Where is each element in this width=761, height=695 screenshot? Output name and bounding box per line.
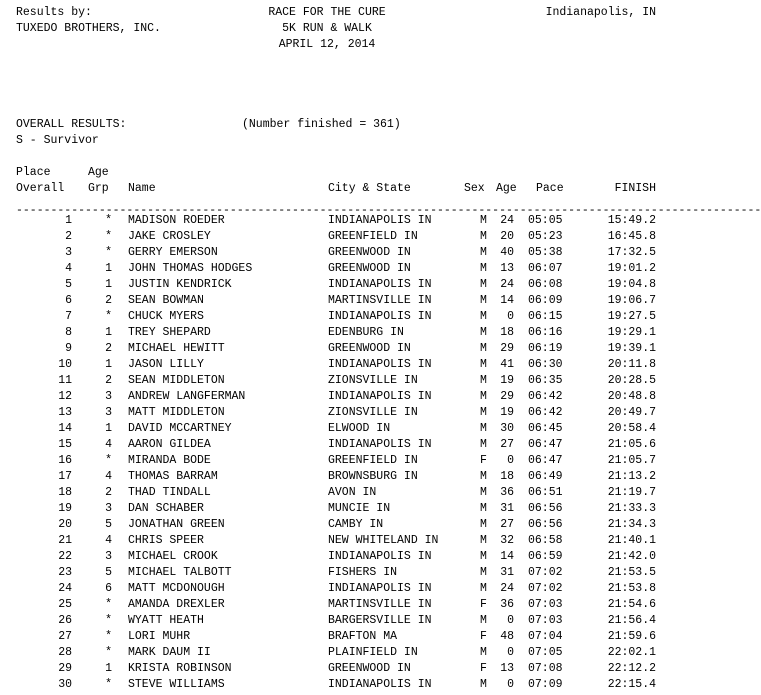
- result-age-group: 1: [105, 358, 112, 371]
- result-place: 2: [65, 230, 72, 243]
- result-sex: M: [480, 678, 487, 691]
- result-age-group: *: [105, 310, 112, 323]
- result-age-group: 4: [105, 534, 112, 547]
- result-pace: 07:09: [528, 678, 563, 691]
- result-name: ANDREW LANGFERMAN: [128, 390, 246, 403]
- race-title: RACE FOR THE CURE: [268, 6, 386, 19]
- table-row: [0, 613, 693, 629]
- result-pace: 06:30: [528, 358, 563, 371]
- result-name: MADISON ROEDER: [128, 214, 225, 227]
- result-place: 20: [58, 518, 72, 531]
- race-date: APRIL 12, 2014: [278, 38, 376, 51]
- result-name: JONATHAN GREEN: [128, 518, 225, 531]
- result-name: AARON GILDEA: [128, 438, 211, 451]
- result-age: 41: [500, 358, 514, 371]
- result-name: CHRIS SPEER: [128, 534, 204, 547]
- result-city-state: INDIANAPOLIS IN: [328, 358, 432, 371]
- result-age-group: 2: [105, 342, 112, 355]
- result-name: DAVID MCCARTNEY: [128, 422, 232, 435]
- result-age-group: *: [105, 614, 112, 627]
- result-city-state: INDIANAPOLIS IN: [328, 678, 432, 691]
- result-pace: 06:42: [528, 406, 563, 419]
- result-city-state: FISHERS IN: [328, 566, 398, 579]
- result-name: MICHAEL TALBOTT: [128, 566, 232, 579]
- result-name: MARK DAUM II: [128, 646, 211, 659]
- table-row: [0, 293, 693, 309]
- result-finish: 21:05.7: [607, 454, 656, 467]
- result-pace: 05:38: [528, 246, 563, 259]
- result-pace: 06:42: [528, 390, 563, 403]
- result-sex: M: [480, 518, 487, 531]
- result-name: WYATT HEATH: [128, 614, 204, 627]
- result-name: THAD TINDALL: [128, 486, 211, 499]
- result-pace: 06:58: [528, 534, 563, 547]
- table-row: [0, 645, 693, 661]
- result-name: MATT MCDONOUGH: [128, 582, 225, 595]
- result-finish: 19:29.1: [607, 326, 656, 339]
- result-sex: M: [480, 230, 487, 243]
- header-rule: ------------------------------------------------------------------------------------------------------------: [16, 204, 761, 217]
- result-sex: M: [480, 406, 487, 419]
- col-sex: Sex: [464, 182, 485, 195]
- result-finish: 21:53.8: [607, 582, 656, 595]
- result-city-state: BROWNSBURG IN: [328, 470, 418, 483]
- result-age-group: 2: [105, 294, 112, 307]
- result-age: 0: [507, 614, 514, 627]
- result-sex: M: [480, 358, 487, 371]
- result-place: 23: [58, 566, 72, 579]
- result-pace: 07:04: [528, 630, 563, 643]
- table-row: [0, 485, 693, 501]
- result-age-group: 4: [105, 470, 112, 483]
- result-sex: M: [480, 278, 487, 291]
- result-finish: 19:06.7: [607, 294, 656, 307]
- result-name: SEAN BOWMAN: [128, 294, 204, 307]
- result-finish: 20:11.8: [607, 358, 656, 371]
- result-city-state: EDENBURG IN: [328, 326, 404, 339]
- result-finish: 21:34.3: [607, 518, 656, 531]
- table-row: [0, 501, 693, 517]
- number-finished: (Number finished = 361): [242, 118, 401, 131]
- col-finish: FINISH: [614, 182, 656, 195]
- result-pace: 05:05: [528, 214, 563, 227]
- result-sex: F: [480, 598, 487, 611]
- result-name: CHUCK MYERS: [128, 310, 204, 323]
- result-age-group: *: [105, 214, 112, 227]
- result-sex: M: [480, 550, 487, 563]
- result-finish: 21:13.2: [607, 470, 656, 483]
- col-age-top: Age: [88, 166, 109, 179]
- result-finish: 20:58.4: [607, 422, 656, 435]
- result-place: 18: [58, 486, 72, 499]
- result-city-state: ELWOOD IN: [328, 422, 391, 435]
- survivor-legend: S - Survivor: [16, 134, 99, 147]
- result-sex: M: [480, 486, 487, 499]
- result-sex: M: [480, 214, 487, 227]
- result-name: MIRANDA BODE: [128, 454, 211, 467]
- result-city-state: CAMBY IN: [328, 518, 384, 531]
- table-row: [0, 661, 693, 677]
- result-age-group: 1: [105, 262, 112, 275]
- result-pace: 07:03: [528, 614, 563, 627]
- result-pace: 06:51: [528, 486, 563, 499]
- result-pace: 06:08: [528, 278, 563, 291]
- result-name: JAKE CROSLEY: [128, 230, 211, 243]
- result-sex: M: [480, 262, 487, 275]
- result-finish: 22:15.4: [607, 678, 656, 691]
- result-place: 22: [58, 550, 72, 563]
- result-finish: 17:32.5: [607, 246, 656, 259]
- result-finish: 21:40.1: [607, 534, 656, 547]
- result-age: 19: [500, 374, 514, 387]
- result-finish: 22:12.2: [607, 662, 656, 675]
- col-city-state: City & State: [328, 182, 411, 195]
- col-age: Age: [496, 182, 517, 195]
- col-place-top: Place: [16, 166, 51, 179]
- result-age: 36: [500, 598, 514, 611]
- result-age: 29: [500, 342, 514, 355]
- result-age-group: 5: [105, 566, 112, 579]
- race-subtitle: 5K RUN & WALK: [282, 22, 372, 35]
- result-age-group: *: [105, 246, 112, 259]
- table-row: [0, 213, 693, 229]
- result-name: MICHAEL CROOK: [128, 550, 218, 563]
- result-sex: M: [480, 470, 487, 483]
- result-sex: M: [480, 438, 487, 451]
- result-sex: F: [480, 630, 487, 643]
- result-place: 10: [58, 358, 72, 371]
- result-place: 29: [58, 662, 72, 675]
- result-age-group: 5: [105, 518, 112, 531]
- table-row: [0, 421, 693, 437]
- result-age: 27: [500, 438, 514, 451]
- result-city-state: INDIANAPOLIS IN: [328, 214, 432, 227]
- result-city-state: GREENWOOD IN: [328, 262, 411, 275]
- result-place: 30: [58, 678, 72, 691]
- table-row: [0, 517, 693, 533]
- result-city-state: INDIANAPOLIS IN: [328, 438, 432, 451]
- result-city-state: INDIANAPOLIS IN: [328, 310, 432, 323]
- result-age: 20: [500, 230, 514, 243]
- result-name: LORI MUHR: [128, 630, 191, 643]
- result-place: 4: [65, 262, 72, 275]
- result-city-state: NEW WHITELAND IN: [328, 534, 439, 547]
- table-row: [0, 597, 693, 613]
- result-place: 13: [58, 406, 72, 419]
- result-pace: 07:05: [528, 646, 563, 659]
- table-row: [0, 309, 693, 325]
- result-age-group: *: [105, 598, 112, 611]
- result-pace: 06:47: [528, 454, 563, 467]
- result-age: 0: [507, 646, 514, 659]
- result-name: GERRY EMERSON: [128, 246, 218, 259]
- result-age: 48: [500, 630, 514, 643]
- result-place: 1: [65, 214, 72, 227]
- result-sex: F: [480, 454, 487, 467]
- result-place: 21: [58, 534, 72, 547]
- result-city-state: INDIANAPOLIS IN: [328, 278, 432, 291]
- result-place: 17: [58, 470, 72, 483]
- result-age-group: *: [105, 646, 112, 659]
- result-pace: 06:59: [528, 550, 563, 563]
- result-age: 31: [500, 566, 514, 579]
- result-finish: 21:56.4: [607, 614, 656, 627]
- result-age: 0: [507, 678, 514, 691]
- result-city-state: GREENWOOD IN: [328, 246, 411, 259]
- result-age-group: 2: [105, 374, 112, 387]
- result-age: 14: [500, 294, 514, 307]
- result-finish: 20:49.7: [607, 406, 656, 419]
- result-finish: 21:42.0: [607, 550, 656, 563]
- result-age-group: *: [105, 454, 112, 467]
- result-finish: 21:54.6: [607, 598, 656, 611]
- result-place: 25: [58, 598, 72, 611]
- table-row: [0, 357, 693, 373]
- result-pace: 06:19: [528, 342, 563, 355]
- table-row: [0, 389, 693, 405]
- result-sex: M: [480, 566, 487, 579]
- table-row: [0, 373, 693, 389]
- result-finish: 20:48.8: [607, 390, 656, 403]
- result-city-state: MARTINSVILLE IN: [328, 294, 432, 307]
- table-row: [0, 277, 693, 293]
- result-sex: M: [480, 422, 487, 435]
- result-finish: 20:28.5: [607, 374, 656, 387]
- result-finish: 21:33.3: [607, 502, 656, 515]
- result-age: 18: [500, 326, 514, 339]
- result-sex: F: [480, 662, 487, 675]
- result-age-group: 6: [105, 582, 112, 595]
- result-age-group: 1: [105, 422, 112, 435]
- result-name: MATT MIDDLETON: [128, 406, 225, 419]
- timing-company: TUXEDO BROTHERS, INC.: [16, 22, 161, 35]
- result-age-group: 3: [105, 390, 112, 403]
- result-pace: 06:45: [528, 422, 563, 435]
- result-place: 28: [58, 646, 72, 659]
- result-pace: 06:35: [528, 374, 563, 387]
- overall-results-title: OVERALL RESULTS:: [16, 118, 127, 131]
- result-city-state: INDIANAPOLIS IN: [328, 390, 432, 403]
- result-place: 8: [65, 326, 72, 339]
- result-place: 6: [65, 294, 72, 307]
- result-city-state: BARGERSVILLE IN: [328, 614, 432, 627]
- result-city-state: GREENFIELD IN: [328, 454, 418, 467]
- result-city-state: INDIANAPOLIS IN: [328, 582, 432, 595]
- result-pace: 07:02: [528, 582, 563, 595]
- result-age-group: 3: [105, 550, 112, 563]
- result-age: 13: [500, 662, 514, 675]
- table-row: [0, 629, 693, 645]
- result-finish: 19:04.8: [607, 278, 656, 291]
- result-pace: 05:23: [528, 230, 563, 243]
- result-sex: M: [480, 342, 487, 355]
- result-name: THOMAS BARRAM: [128, 470, 218, 483]
- result-sex: M: [480, 390, 487, 403]
- result-place: 5: [65, 278, 72, 291]
- table-row: [0, 325, 693, 341]
- result-age-group: 2: [105, 486, 112, 499]
- race-location: Indianapolis, IN: [545, 6, 656, 19]
- result-sex: M: [480, 326, 487, 339]
- col-pace: Pace: [536, 182, 564, 195]
- result-name: KRISTA ROBINSON: [128, 662, 232, 675]
- result-place: 7: [65, 310, 72, 323]
- result-sex: M: [480, 374, 487, 387]
- result-name: STEVE WILLIAMS: [128, 678, 225, 691]
- result-city-state: AVON IN: [328, 486, 377, 499]
- result-sex: M: [480, 614, 487, 627]
- result-age: 19: [500, 406, 514, 419]
- result-sex: M: [480, 310, 487, 323]
- result-name: MICHAEL HEWITT: [128, 342, 225, 355]
- table-row: [0, 405, 693, 421]
- result-finish: 15:49.2: [607, 214, 656, 227]
- results-by-label: Results by:: [16, 6, 92, 19]
- result-age-group: *: [105, 230, 112, 243]
- col-name: Name: [128, 182, 156, 195]
- result-pace: 06:56: [528, 502, 563, 515]
- table-row: [0, 453, 693, 469]
- table-row: [0, 245, 693, 261]
- result-age-group: 3: [105, 406, 112, 419]
- result-age: 29: [500, 390, 514, 403]
- result-sex: M: [480, 582, 487, 595]
- result-age: 31: [500, 502, 514, 515]
- result-finish: 19:39.1: [607, 342, 656, 355]
- result-finish: 19:01.2: [607, 262, 656, 275]
- result-pace: 06:16: [528, 326, 563, 339]
- result-age-group: 3: [105, 502, 112, 515]
- result-finish: 21:19.7: [607, 486, 656, 499]
- col-grp-bottom: Grp: [88, 182, 109, 195]
- result-age-group: *: [105, 678, 112, 691]
- result-age: 32: [500, 534, 514, 547]
- result-city-state: PLAINFIELD IN: [328, 646, 418, 659]
- result-city-state: ZIONSVILLE IN: [328, 406, 418, 419]
- result-city-state: MUNCIE IN: [328, 502, 391, 515]
- result-finish: 19:27.5: [607, 310, 656, 323]
- result-place: 9: [65, 342, 72, 355]
- result-pace: 06:49: [528, 470, 563, 483]
- result-city-state: GREENFIELD IN: [328, 230, 418, 243]
- result-age: 24: [500, 582, 514, 595]
- result-finish: 21:05.6: [607, 438, 656, 451]
- result-finish: 21:53.5: [607, 566, 656, 579]
- table-row: [0, 533, 693, 549]
- result-age: 0: [507, 454, 514, 467]
- result-finish: 22:02.1: [607, 646, 656, 659]
- result-finish: 21:59.6: [607, 630, 656, 643]
- table-row: [0, 469, 693, 485]
- result-place: 14: [58, 422, 72, 435]
- result-age: 18: [500, 470, 514, 483]
- result-city-state: ZIONSVILLE IN: [328, 374, 418, 387]
- result-place: 16: [58, 454, 72, 467]
- result-age: 30: [500, 422, 514, 435]
- result-pace: 06:56: [528, 518, 563, 531]
- result-city-state: GREENWOOD IN: [328, 662, 411, 675]
- result-place: 12: [58, 390, 72, 403]
- result-age: 24: [500, 214, 514, 227]
- result-city-state: BRAFTON MA: [328, 630, 398, 643]
- result-name: JOHN THOMAS HODGES: [128, 262, 253, 275]
- result-place: 27: [58, 630, 72, 643]
- result-sex: M: [480, 294, 487, 307]
- result-place: 24: [58, 582, 72, 595]
- result-name: AMANDA DREXLER: [128, 598, 225, 611]
- result-sex: M: [480, 646, 487, 659]
- result-age: 40: [500, 246, 514, 259]
- result-age-group: 1: [105, 278, 112, 291]
- result-city-state: MARTINSVILLE IN: [328, 598, 432, 611]
- result-place: 19: [58, 502, 72, 515]
- table-row: [0, 341, 693, 357]
- result-age: 0: [507, 310, 514, 323]
- result-pace: 06:15: [528, 310, 563, 323]
- table-row: [0, 437, 693, 453]
- result-age: 36: [500, 486, 514, 499]
- result-sex: M: [480, 246, 487, 259]
- result-name: JASON LILLY: [128, 358, 204, 371]
- result-pace: 07:03: [528, 598, 563, 611]
- result-place: 15: [58, 438, 72, 451]
- table-row: [0, 581, 693, 597]
- result-name: DAN SCHABER: [128, 502, 204, 515]
- result-age-group: 4: [105, 438, 112, 451]
- result-city-state: INDIANAPOLIS IN: [328, 550, 432, 563]
- table-row: [0, 565, 693, 581]
- result-place: 11: [58, 374, 72, 387]
- result-name: SEAN MIDDLETON: [128, 374, 225, 387]
- result-place: 3: [65, 246, 72, 259]
- result-age: 24: [500, 278, 514, 291]
- result-name: JUSTIN KENDRICK: [128, 278, 232, 291]
- result-pace: 06:09: [528, 294, 563, 307]
- table-row: [0, 261, 693, 277]
- result-sex: M: [480, 534, 487, 547]
- table-row: [0, 549, 693, 565]
- result-age: 27: [500, 518, 514, 531]
- result-age: 13: [500, 262, 514, 275]
- result-sex: M: [480, 502, 487, 515]
- result-finish: 16:45.8: [607, 230, 656, 243]
- result-place: 26: [58, 614, 72, 627]
- result-pace: 06:47: [528, 438, 563, 451]
- result-city-state: GREENWOOD IN: [328, 342, 411, 355]
- result-age-group: 1: [105, 662, 112, 675]
- result-pace: 06:07: [528, 262, 563, 275]
- result-pace: 07:08: [528, 662, 563, 675]
- result-age-group: *: [105, 630, 112, 643]
- col-place-bottom: Overall: [16, 182, 65, 195]
- table-row: [0, 677, 693, 693]
- result-name: TREY SHEPARD: [128, 326, 211, 339]
- result-age-group: 1: [105, 326, 112, 339]
- result-pace: 07:02: [528, 566, 563, 579]
- result-age: 14: [500, 550, 514, 563]
- table-row: [0, 229, 693, 245]
